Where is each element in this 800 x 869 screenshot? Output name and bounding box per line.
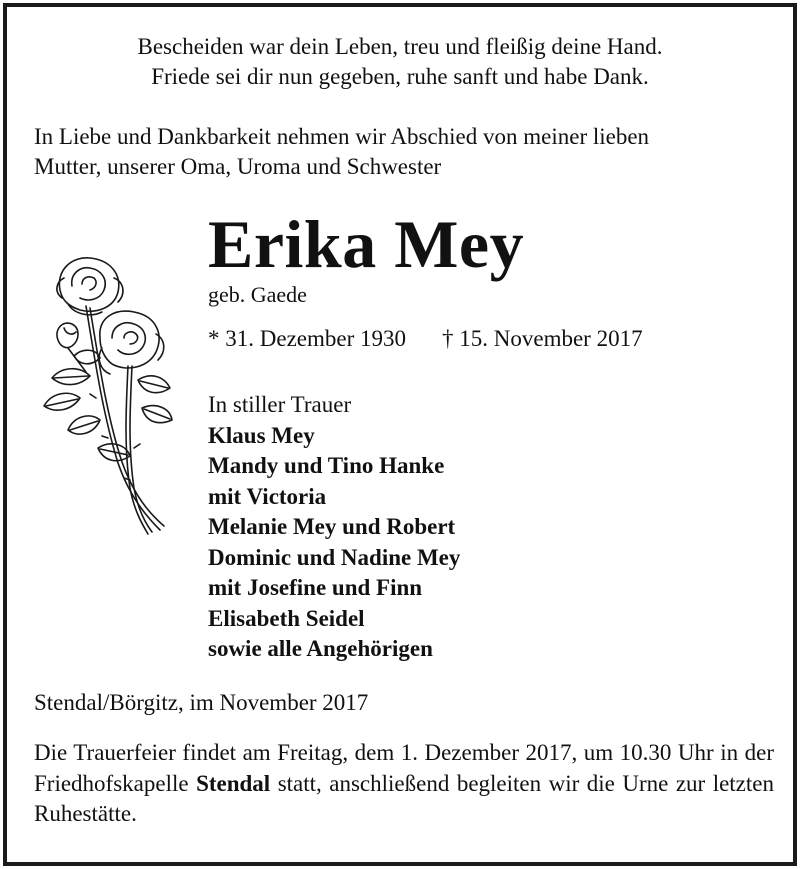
intro-line-1: In Liebe und Dankbarkeit nehmen wir Abschied von meiner lieben xyxy=(34,124,650,149)
mourner-name: Elisabeth Seidel xyxy=(208,605,365,631)
rose-icon xyxy=(38,248,178,538)
mourners-list xyxy=(208,390,460,665)
intro-line-2: Mutter, unserer Oma, Uroma und Schwester xyxy=(34,154,442,179)
funeral-text-before: Die Trauerfeier findet am Freitag, dem 1. Dezember 2017, um 10.30 Uhr in der Friedhofskapelle xyxy=(34,740,774,796)
mourner-name: Klaus Mey xyxy=(208,422,315,448)
motto-line-1: Bescheiden war dein Leben, treu und fleißig deine Hand. xyxy=(137,34,663,59)
mourner-name: mit Victoria xyxy=(208,483,327,509)
mourner-name: sowie alle Angehörigen xyxy=(208,636,433,661)
place-and-date: Stendal/Börgitz, im November 2017 xyxy=(34,690,369,715)
funeral-info xyxy=(34,738,774,830)
motto-line-2: Friede sei dir nun gegeben, ruhe sanft und habe Dank. xyxy=(151,64,649,89)
mourners-heading: In stiller Trauer xyxy=(208,392,352,417)
death-date: † 15. November 2017 xyxy=(442,326,643,351)
birth-date: * 31. Dezember 1930 xyxy=(208,326,406,351)
life-dates xyxy=(208,326,643,352)
funeral-text-after: statt, anschließend begleiten wir die Urne zur letzten Ruhestätte. xyxy=(34,770,774,826)
mourner-name: Mandy und Tino Hanke xyxy=(208,453,445,478)
motto-verse xyxy=(0,32,800,92)
mourner-name: Melanie Mey und Robert xyxy=(208,514,456,539)
deceased-name: Erika Mey xyxy=(208,206,525,282)
mourner-name: Dominic und Nadine Mey xyxy=(208,544,461,570)
intro-text xyxy=(34,122,774,182)
maiden-name: geb. Gaede xyxy=(208,282,307,307)
mourner-name: mit Josefine und Finn xyxy=(208,575,423,600)
funeral-location: Stendal xyxy=(196,770,271,796)
